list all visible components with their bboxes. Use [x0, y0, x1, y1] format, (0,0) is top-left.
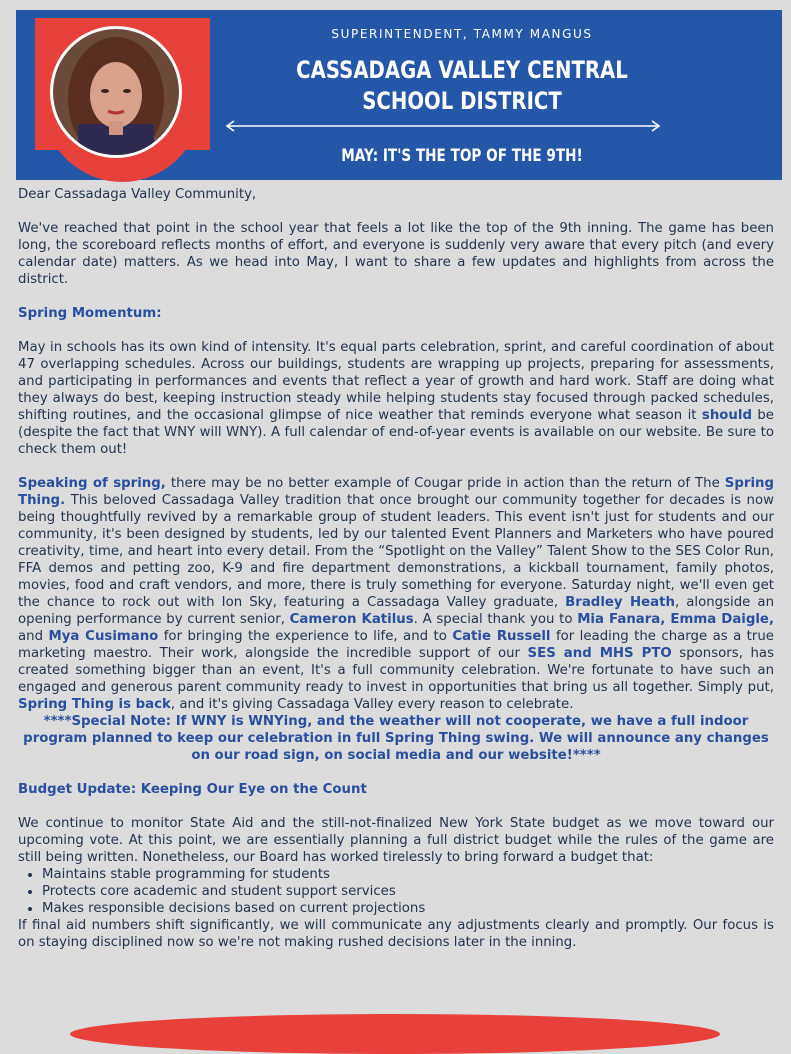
district-title-line1: CASSADAGA VALLEY CENTRAL — [296, 56, 628, 84]
spring-paragraph: May in schools has its own kind of intensity. It's equal parts celebration, sprint, and careful coordination of about 47 overlapping schedules. Across our buildings, students are wrapping up projects, preparing for assessments, and participating in performances and events that reflect a year of growth and hard work. Staff are doing what they always do best, keeping instruction steady while helping students stay focused through packed schedules, shifting routines, and the occasional glimpse of nice weather that reminds everyone what season it should be (despite the fact that WNY will WNY). A full calendar of end-of-year events is available on our website. Be sure to check them out! — [18, 340, 774, 457]
footer-red-arc — [70, 1014, 720, 1054]
double-arrow-divider — [224, 120, 662, 132]
letter-body — [18, 186, 774, 951]
district-title — [267, 55, 657, 117]
list-item: • Makes responsible decisions based on current projections — [42, 900, 774, 917]
list-item: • Maintains stable programming for students — [42, 866, 774, 883]
budget-heading: Budget Update: Keeping Our Eye on the Count — [18, 782, 367, 797]
intro-paragraph: We've reached that point in the school year that feels a lot like the top of the 9th inning. The game has been long, the scoreboard reflects months of effort, and everyone is suddenly very aware that every pitch (and every calendar date) matters. As we head into May, I want to share a few updates and highlights from across the district. — [18, 221, 774, 287]
newsletter-subtitle: MAY: IT'S THE TOP OF THE 9TH! — [341, 146, 583, 166]
budget-paragraph: We continue to monitor State Aid and the still-not-finalized New York State budget as we move toward our upcoming vote. At this point, we are essentially planning a full district budget while the rules of the game are still being written. Nonetheless, our Board has worked tirelessly to bring forward a budget that: — [18, 816, 774, 865]
budget-list — [18, 866, 774, 917]
budget-closing: If final aid numbers shift significantly, we will communicate any adjustments clearly and promptly. Our focus is on staying disciplined now so we're not making rushed decisions later in the inning. — [18, 918, 774, 950]
district-title-line2: SCHOOL DISTRICT — [362, 87, 562, 115]
superintendent-name: SUPERINTENDENT, TAMMY MANGUS — [331, 27, 593, 41]
spring-heading: Spring Momentum: — [18, 306, 162, 321]
special-note: ****Special Note: If WNY is WNYing, and the weather will not cooperate, we have a full indoor program planned to keep our celebration in full Spring Thing swing. We will announce any changes on our road sign, on social media and our website!**** — [23, 714, 769, 763]
list-item: • Protects core academic and student support services — [42, 883, 774, 900]
greeting: Dear Cassadaga Valley Community, — [18, 187, 257, 202]
emphasis-should: should — [701, 408, 752, 423]
superintendent-photo — [50, 26, 182, 158]
spring-thing-paragraph: Speaking of spring, there may be no better example of Cougar pride in action than the return of The Spring Thing. This beloved Cassadaga Valley tradition that once brought our community together for decades is now being thoughtfully revived by a remarkable group of student leaders. This event isn't just for students and our community, it's been designed by students, led by our talented Event Planners and Marketers who have poured creativity, time, and heart into every detail. From the “Spotlight on the Valley” Talent Show to the SES Color Run, FFA demos and petting zoo, K-9 and fire department demonstrations, a kickball tournament, family photos, movies, food and craft vendors, and more, there is truly something for everyone. Saturday night, we'll even get the chance to rock out with Ion Sky, featuring a Cassadaga Valley graduate, Bradley Heath, alongside an opening performance by current senior, Cameron Katilus. A special thank you to Mia Fanara, Emma Daigle, and Mya Cusimano for bringing the experience to life, and to Catie Russell for leading the charge as a true marketing maestro. Their work, alongside the incredible support of our SES and MHS PTO sponsors, has created something bigger than an event, It's a full community celebration. We're fortunate to have such an engaged and generous parent community ready to invest in opportunities that bring us all together. Simply put, Spring Thing is back, and it's giving Cassadaga Valley every reason to celebrate. — [18, 476, 775, 712]
